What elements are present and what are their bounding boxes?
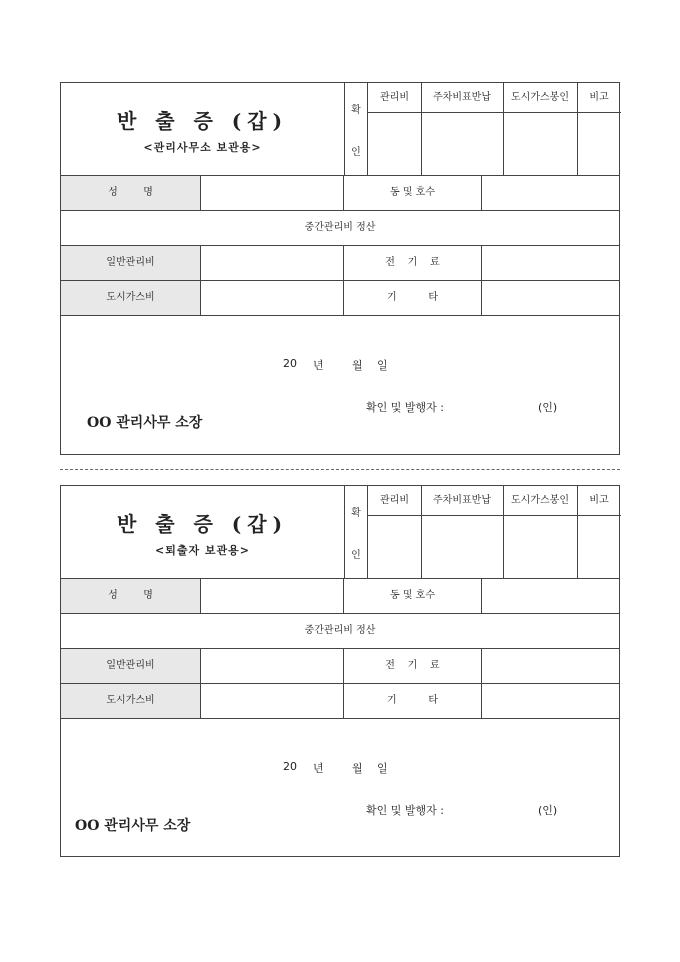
office-manager: OO 관리사무 소장 [75, 818, 191, 834]
grid-divider [577, 486, 578, 578]
confirm-label-top: 확 [351, 105, 361, 116]
approval-cell-remark[interactable] [577, 113, 621, 175]
settlement-label: 중간관리비 정산 [304, 625, 376, 636]
grid-divider [503, 486, 504, 578]
grid-divider [421, 486, 422, 578]
date-month-label: 월 [352, 359, 363, 372]
date-year-prefix: 20 [283, 357, 297, 370]
title-area [61, 486, 344, 578]
general-fee-field[interactable] [201, 246, 344, 280]
other-field[interactable] [482, 684, 621, 718]
approval-header-gas: 도시가스봉인 [503, 83, 577, 113]
form-subtitle: <관리사무소 보관용> [143, 141, 262, 154]
approval-header-parking: 주차비표반납 [421, 486, 503, 516]
seal-mark: (인) [538, 804, 558, 817]
seal-mark: (인) [538, 401, 558, 414]
approval-cell-parking[interactable] [421, 516, 503, 578]
confirm-column [344, 83, 368, 175]
form-subtitle: <퇴출자 보관용> [154, 544, 251, 557]
settlement-label: 중간관리비 정산 [304, 222, 376, 233]
issuer-label: 확인 및 발행자 : [366, 401, 444, 414]
unit-field[interactable] [482, 579, 621, 613]
confirm-column [344, 486, 368, 578]
general-fee-row [61, 649, 619, 684]
gas-label: 도시가스비 [61, 281, 201, 315]
grid-divider [421, 83, 422, 175]
issuer-label: 확인 및 발행자 : [366, 804, 444, 817]
other-label: 기 타 [344, 684, 482, 718]
approval-cell-gas[interactable] [503, 516, 577, 578]
form-header [61, 486, 619, 579]
general-fee-label: 일반관리비 [61, 246, 201, 280]
general-fee-row [61, 246, 619, 281]
approval-cell-gas[interactable] [503, 113, 577, 175]
electricity-field[interactable] [482, 246, 621, 280]
approval-cell-fee[interactable] [368, 113, 421, 175]
confirm-label-top: 확 [351, 508, 361, 519]
other-field[interactable] [482, 281, 621, 315]
approval-header-fee: 관리비 [368, 486, 421, 516]
approval-header-remark: 비고 [577, 83, 621, 113]
name-label: 성 명 [61, 579, 201, 613]
approval-grid [368, 83, 621, 175]
gas-field[interactable] [201, 684, 344, 718]
name-label: 성 명 [61, 176, 201, 210]
approval-header-parking: 주차비표반납 [421, 83, 503, 113]
date-year-prefix: 20 [283, 760, 297, 773]
approval-header-remark: 비고 [577, 486, 621, 516]
approval-header-gas: 도시가스봉인 [503, 486, 577, 516]
electricity-field[interactable] [482, 649, 621, 683]
date-day-label: 일 [377, 359, 388, 372]
confirm-label-bottom: 인 [351, 147, 361, 158]
title-area [61, 83, 344, 175]
receipt-form-office-copy [60, 82, 620, 455]
name-row [61, 579, 619, 614]
unit-field[interactable] [482, 176, 621, 210]
unit-label: 동 및 호수 [344, 579, 482, 613]
form-title: 반 출 증 (갑) [116, 109, 289, 133]
electricity-label: 전 기 료 [344, 246, 482, 280]
unit-label: 동 및 호수 [344, 176, 482, 210]
date-year-label: 년 [313, 359, 324, 372]
form-header [61, 83, 619, 176]
approval-cell-fee[interactable] [368, 516, 421, 578]
settlement-row [61, 211, 619, 246]
gas-row [61, 281, 619, 316]
electricity-label: 전 기 료 [344, 649, 482, 683]
approval-cell-parking[interactable] [421, 113, 503, 175]
gas-field[interactable] [201, 281, 344, 315]
gas-label: 도시가스비 [61, 684, 201, 718]
name-row [61, 176, 619, 211]
office-manager: OO 관리사무 소장 [87, 415, 203, 431]
cut-line [60, 469, 620, 470]
approval-cell-remark[interactable] [577, 516, 621, 578]
date-day-label: 일 [377, 762, 388, 775]
general-fee-label: 일반관리비 [61, 649, 201, 683]
confirm-label-bottom: 인 [351, 550, 361, 561]
date-year-label: 년 [313, 762, 324, 775]
form-title: 반 출 증 (갑) [116, 512, 289, 536]
general-fee-field[interactable] [201, 649, 344, 683]
receipt-form-resident-copy [60, 485, 620, 857]
settlement-row [61, 614, 619, 649]
name-field[interactable] [201, 579, 344, 613]
approval-grid [368, 486, 621, 578]
grid-divider [577, 83, 578, 175]
name-field[interactable] [201, 176, 344, 210]
other-label: 기 타 [344, 281, 482, 315]
approval-header-fee: 관리비 [368, 83, 421, 113]
date-month-label: 월 [352, 762, 363, 775]
gas-row [61, 684, 619, 719]
grid-divider [503, 83, 504, 175]
